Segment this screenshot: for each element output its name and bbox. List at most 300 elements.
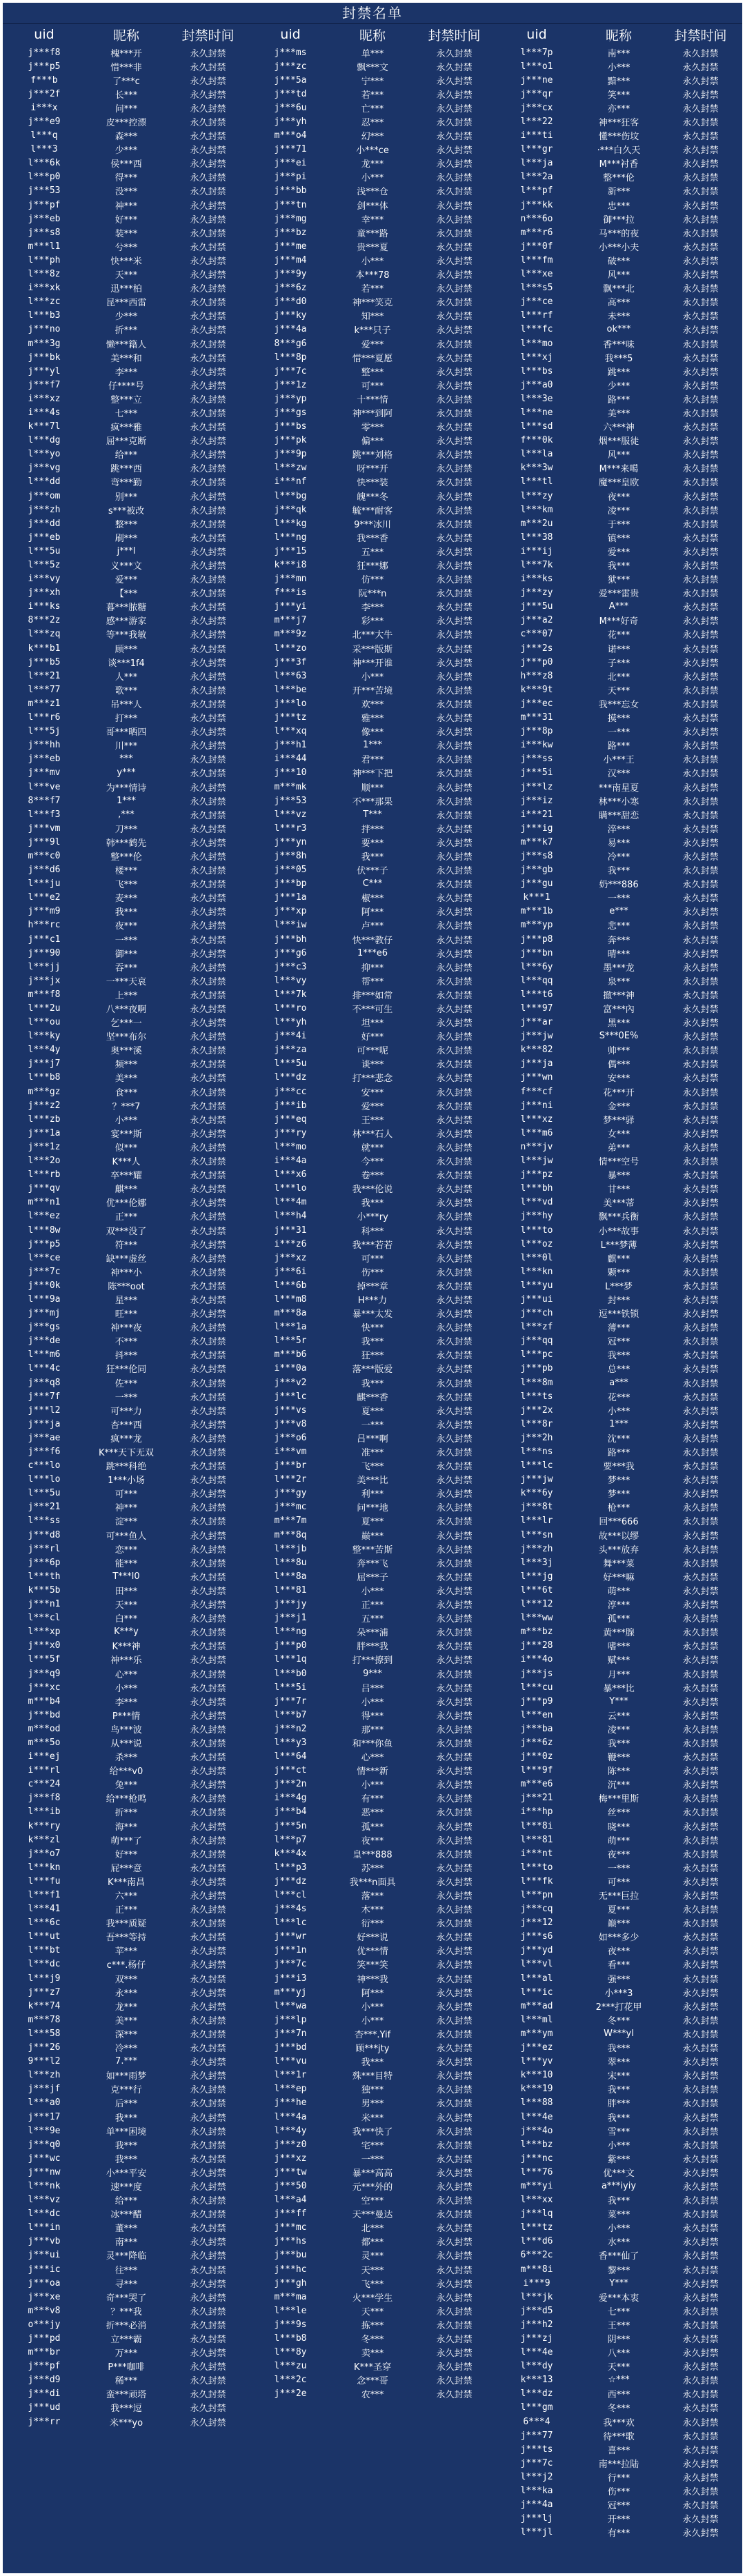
ban-time-cell: 永久封禁: [436, 1905, 473, 1916]
nickname-cell: 诺***: [607, 644, 630, 655]
table-row: [495, 1750, 742, 1764]
nickname-cell: 情***新: [357, 1767, 388, 1778]
ban-time-cell: 永久封禁: [682, 228, 719, 239]
nickname-cell: 开***苦境: [352, 685, 393, 696]
nickname-cell: 不***可生: [352, 1005, 393, 1016]
table-row: [3, 198, 249, 212]
uid-cell: j***de: [28, 1336, 61, 1347]
table-row: [495, 212, 742, 225]
nickname-cell: 整***: [361, 367, 384, 378]
ban-time-cell: 永久封禁: [682, 90, 719, 101]
ban-time-cell: 永久封禁: [436, 1018, 473, 1029]
ban-time-cell: 永久封禁: [190, 1171, 226, 1182]
ban-time-cell: 永久封禁: [436, 1586, 473, 1597]
table-row: [3, 2137, 249, 2151]
nickname-cell: 冷***: [607, 852, 630, 863]
table-row: [249, 1403, 495, 1417]
uid-cell: j***2f: [28, 88, 61, 99]
nickname-cell: 晓***: [607, 1822, 630, 1833]
table-row: [249, 1639, 495, 1653]
nickname-cell: 夜***: [607, 1849, 630, 1860]
uid-cell: j***ic: [28, 2264, 61, 2275]
uid-cell: j***pi: [274, 172, 307, 183]
nickname-cell: 准***: [361, 1448, 384, 1459]
nickname-cell: 伏***子: [357, 866, 388, 877]
ban-time-cell: 永久封禁: [436, 1558, 473, 1569]
ban-time-cell: 永久封禁: [682, 1753, 719, 1764]
ban-time-cell: 永久封禁: [190, 1309, 226, 1320]
table-row: [495, 1126, 742, 1140]
uid-cell: j***s8: [520, 850, 553, 861]
nickname-cell: 谈***: [361, 1060, 384, 1071]
uid-cell: l***2r: [274, 1474, 307, 1485]
nickname-cell: ？***我: [110, 2306, 142, 2317]
table-row: [3, 1168, 249, 1182]
table-row: [249, 1583, 495, 1597]
nickname-cell: 胖***我: [357, 1642, 388, 1653]
nickname-cell: 我***若若: [352, 1240, 393, 1251]
ban-time-cell: 永久封禁: [190, 1254, 226, 1265]
nickname-cell: 烟***服徒: [598, 436, 639, 447]
table-row: [495, 1265, 742, 1278]
nickname-cell: 杀***: [115, 1753, 138, 1764]
uid-cell: l***pf: [520, 185, 553, 197]
table-row: [249, 1819, 495, 1833]
uid-cell: j***xc: [28, 1682, 61, 1693]
table-row: [495, 669, 742, 683]
uid-cell: l***a0: [28, 2097, 61, 2109]
ban-time-cell: 永久封禁: [190, 1295, 226, 1306]
table-row: [249, 780, 495, 794]
ban-time-cell: 永久封禁: [190, 810, 226, 821]
ban-time-cell: 永久封禁: [190, 1614, 226, 1625]
nickname-cell: 元***外的: [352, 2182, 393, 2193]
ban-time-cell: 永久封禁: [682, 1586, 719, 1597]
uid-cell: c***07: [520, 629, 553, 640]
uid-cell: j***1a: [28, 1127, 61, 1138]
uid-cell: l***ka: [520, 2486, 553, 2497]
table-row: [3, 1403, 249, 1417]
uid-cell: j***ce: [520, 296, 553, 308]
ban-time-cell: 永久封禁: [682, 1101, 719, 1112]
table-row: [3, 1735, 249, 1749]
uid-cell: j***f8: [28, 47, 61, 58]
table-row: [249, 1445, 495, 1458]
ban-table-column: [249, 23, 495, 2401]
ban-time-cell: 永久封禁: [190, 423, 226, 434]
uid-cell: i***0a: [274, 1363, 307, 1374]
table-row: [3, 1196, 249, 1209]
nickname-cell: 上***: [115, 990, 138, 1001]
uid-cell: l***gm: [520, 2402, 553, 2413]
nickname-cell: 王***: [607, 2320, 630, 2331]
ban-time-cell: 永久封禁: [190, 2404, 226, 2415]
nickname-cell: 行***: [607, 2473, 630, 2484]
nickname-cell: 我***: [361, 2057, 384, 2069]
nickname-cell: 神***乐: [110, 1656, 142, 1667]
ban-time-cell: 永久封禁: [436, 547, 473, 558]
nickname-cell: K***南昌: [107, 1877, 146, 1888]
table-row: [249, 849, 495, 863]
nickname-cell: 神***开谁: [352, 658, 393, 669]
uid-cell: j***yh: [274, 117, 307, 128]
uid-cell: j***o6: [274, 1432, 307, 1443]
nickname-cell: 苏***: [361, 1863, 384, 1874]
uid-cell: l***xj: [520, 352, 553, 363]
nickname-cell: 快***: [361, 1323, 384, 1334]
table-row: [495, 1944, 742, 1958]
nickname-cell: 忍***: [361, 118, 384, 129]
nickname-cell: 我***: [115, 907, 138, 918]
nickname-cell: 小***: [361, 173, 384, 184]
table-row: [495, 1833, 742, 1847]
ban-time-cell: 永久封禁: [190, 2224, 226, 2235]
ban-time-cell: 永久封禁: [682, 2182, 719, 2193]
uid-cell: j***cx: [520, 102, 553, 113]
nickname-cell: 暮***脓糖: [106, 603, 147, 614]
uid-cell: m***5o: [28, 1737, 61, 1748]
uid-cell: h***rc: [28, 920, 61, 931]
nickname-cell: 蛮***顽塔: [106, 2390, 147, 2401]
table-row: [249, 655, 495, 669]
header-nickname: 昵称: [112, 28, 139, 43]
nickname-cell: 优***情: [357, 1946, 388, 1958]
nickname-cell: 一***: [115, 935, 138, 946]
nickname-cell: 排***如常: [352, 990, 393, 1001]
ban-time-cell: 永久封禁: [190, 339, 226, 350]
nickname-cell: 撤***神: [603, 990, 635, 1001]
ban-time-cell: 永久封禁: [436, 505, 473, 516]
ban-time-cell: 永久封禁: [682, 1877, 719, 1888]
table-row: [495, 2387, 742, 2401]
uid-cell: l***dc: [28, 2208, 61, 2220]
nickname-cell: 别***: [115, 492, 138, 503]
nickname-cell: 小***平安: [106, 2168, 147, 2179]
ban-time-cell: 永久封禁: [190, 2265, 226, 2276]
ban-time-cell: 永久封禁: [436, 1365, 473, 1376]
uid-cell: l***1q: [274, 1654, 307, 1665]
uid-cell: j***hc: [274, 2264, 307, 2275]
uid-cell: j***br: [274, 1460, 307, 1471]
uid-cell: j***wc: [28, 2153, 61, 2164]
uid-cell: l***2o: [28, 1156, 61, 1167]
table-row: [3, 683, 249, 696]
uid-cell: l***d6: [520, 2236, 553, 2247]
nickname-cell: 美***: [607, 408, 630, 419]
table-row: [249, 641, 495, 655]
ban-time-cell: 永久封禁: [190, 880, 226, 891]
table-row: [3, 2055, 249, 2069]
ban-time-cell: 永久封禁: [682, 685, 719, 696]
ban-time-cell: 永久封禁: [682, 76, 719, 87]
uid-cell: l***m8: [274, 1294, 307, 1305]
ban-time-cell: 永久封禁: [436, 1988, 473, 1999]
nickname-cell: 新***: [607, 187, 630, 198]
nickname-cell: 香***仙了: [598, 2251, 639, 2262]
ban-time-cell: 永久封禁: [682, 824, 719, 835]
table-row: [249, 1001, 495, 1015]
nickname-cell: 抖***: [115, 1351, 138, 1362]
uid-cell: j***71: [274, 144, 307, 155]
uid-cell: j***jf: [28, 2084, 61, 2095]
ban-time-cell: 永久封禁: [190, 1767, 226, 1778]
nickname-cell: 我***: [607, 561, 630, 572]
ban-time-cell: 永久封禁: [436, 353, 473, 364]
nickname-cell: 麦***: [115, 894, 138, 905]
ban-time-cell: 永久封禁: [436, 990, 473, 1001]
table-row: [495, 2069, 742, 2082]
ban-time-cell: 永久封禁: [190, 935, 226, 946]
table-row: [3, 669, 249, 683]
ban-time-cell: 永久封禁: [436, 824, 473, 835]
ban-time-cell: 永久封禁: [436, 1309, 473, 1320]
nickname-cell: 沈***: [607, 1433, 630, 1445]
ban-time-cell: 永久封禁: [682, 1143, 719, 1154]
table-row: [495, 1459, 742, 1473]
nickname-cell: 我***n面具: [349, 1877, 396, 1888]
table-row: [495, 2498, 742, 2512]
table-row: [495, 1445, 742, 1458]
table-row: [495, 184, 742, 198]
nickname-cell: 打***悲念: [352, 1074, 393, 1085]
table-row: [495, 1971, 742, 1985]
nickname-cell: 今***: [361, 1157, 384, 1168]
nickname-cell: 懒***籍人: [106, 339, 147, 350]
ban-time-cell: 永久封禁: [682, 2126, 719, 2137]
nickname-cell: 可***: [361, 381, 384, 392]
ban-time-cell: 永久封禁: [436, 2044, 473, 2055]
nickname-cell: 李***: [115, 367, 138, 378]
table-row: [3, 1154, 249, 1168]
table-row: [495, 268, 742, 281]
table-row: [495, 696, 742, 710]
table-row: [3, 2415, 249, 2428]
table-row: [495, 1362, 742, 1376]
table-row: [495, 309, 742, 323]
nickname-cell: 双***: [115, 1974, 138, 1985]
table-row: [249, 1487, 495, 1500]
uid-cell: l***fc: [520, 324, 553, 335]
ban-time-cell: 永久封禁: [682, 339, 719, 350]
table-row: [3, 2346, 249, 2359]
table-row: [249, 974, 495, 987]
ban-time-cell: 永久封禁: [190, 1143, 226, 1154]
table-row: [495, 364, 742, 378]
uid-cell: j***zh: [520, 1543, 553, 1554]
ban-time-cell: 永久封禁: [190, 436, 226, 447]
table-row: [3, 447, 249, 461]
table-row: [495, 447, 742, 461]
table-row: [249, 2082, 495, 2096]
table-row: [249, 516, 495, 530]
ban-time-cell: 永久封禁: [436, 2293, 473, 2304]
ban-list-panel: [3, 3, 742, 2573]
nickname-cell: 人***: [115, 672, 138, 683]
uid-cell: l***fk: [520, 1875, 553, 1886]
ban-time-cell: 永久封禁: [190, 907, 226, 918]
uid-cell: j***17: [28, 2111, 61, 2122]
uid-cell: l***5i: [274, 1682, 307, 1693]
table-row: [495, 1223, 742, 1237]
nickname-cell: 童***路: [357, 228, 388, 239]
uid-cell: m***yi: [520, 2180, 553, 2191]
nickname-cell: 可***力: [110, 1406, 142, 1417]
header-nickname: 昵称: [359, 28, 386, 43]
table-row: [495, 129, 742, 143]
ban-time-cell: 永久封禁: [436, 1351, 473, 1362]
table-row: [249, 447, 495, 461]
ban-time-cell: 永久封禁: [682, 2293, 719, 2304]
table-row: [495, 752, 742, 766]
table-row: [249, 212, 495, 225]
nickname-cell: 打***: [115, 714, 138, 725]
nickname-cell: 坦***: [361, 1018, 384, 1029]
ban-time-cell: 永久封禁: [682, 214, 719, 225]
nickname-cell: 龙***: [361, 159, 384, 170]
ban-time-cell: 永久封禁: [682, 1600, 719, 1611]
uid-cell: l***qq: [520, 975, 553, 986]
uid-cell: j***5u: [520, 601, 553, 612]
table-row: [3, 1680, 249, 1694]
table-row: [495, 378, 742, 392]
table-row: [249, 1985, 495, 1999]
table-row: [3, 1916, 249, 1930]
uid-cell: j***xp: [274, 906, 307, 917]
uid-cell: l***ep: [274, 2084, 307, 2095]
table-row: [3, 1237, 249, 1251]
nickname-cell: 米***: [361, 2113, 384, 2124]
ban-time-cell: 永久封禁: [682, 1794, 719, 1805]
nickname-cell: 田***: [115, 1586, 138, 1597]
table-row: [3, 1029, 249, 1043]
nickname-cell: 奔***飞: [357, 1558, 388, 1569]
uid-cell: l***nk: [28, 2180, 61, 2191]
uid-cell: l***ng: [274, 532, 307, 543]
uid-cell: k***74: [28, 2000, 61, 2011]
ban-time-cell: 永久封禁: [436, 1378, 473, 1389]
uid-cell: l***ez: [28, 1211, 61, 1222]
ban-time-cell: 永久封禁: [682, 1669, 719, 1680]
uid-cell: j***eb: [28, 532, 61, 543]
nickname-cell: 故***以缪: [598, 1531, 639, 1542]
ban-time-cell: 永久封禁: [682, 436, 719, 447]
nickname-cell: 我***: [115, 2154, 138, 2165]
table-row: [495, 1016, 742, 1029]
ban-time-cell: 永久封禁: [190, 1544, 226, 1556]
table-row: [3, 1487, 249, 1500]
uid-cell: k***1: [523, 892, 550, 903]
ban-time-cell: 永久封禁: [682, 145, 719, 157]
table-row: [249, 1043, 495, 1057]
ban-time-cell: 永久封禁: [682, 2515, 719, 2526]
ban-time-cell: 永久封禁: [436, 1780, 473, 1791]
table-row: [3, 2373, 249, 2387]
uid-cell: l***7k: [274, 989, 307, 1000]
table-row: [249, 627, 495, 641]
table-row: [495, 2262, 742, 2276]
nickname-cell: 如***雨梦: [106, 2071, 147, 2082]
ban-time-cell: 永久封禁: [682, 547, 719, 558]
nickname-cell: 我***质疑: [106, 1919, 147, 1930]
ban-time-cell: 永久封禁: [190, 242, 226, 253]
ban-time-cell: 永久封禁: [682, 2528, 719, 2539]
table-row: [249, 489, 495, 503]
ban-time-cell: 永久封禁: [436, 228, 473, 239]
table-row: [249, 1528, 495, 1542]
nickname-cell: 我***: [361, 1198, 384, 1209]
uid-cell: j***2x: [520, 1405, 553, 1416]
ban-time-cell: 永久封禁: [436, 1267, 473, 1278]
table-row: [495, 46, 742, 59]
uid-cell: m***yp: [520, 920, 553, 931]
table-row: [3, 725, 249, 738]
ban-time-cell: 永久封禁: [190, 1780, 226, 1791]
uid-cell: j***ff: [274, 2208, 307, 2220]
table-row: [249, 1625, 495, 1639]
nickname-cell: 乞***一: [110, 1018, 142, 1029]
table-row: [249, 405, 495, 419]
nickname-cell: 御***拉: [603, 214, 635, 225]
uid-cell: m***b4: [28, 1695, 61, 1707]
ban-time-cell: 永久封禁: [682, 2320, 719, 2331]
table-row: [3, 1694, 249, 1708]
nickname-cell: 富***內: [603, 1005, 635, 1016]
nickname-cell: 拌***: [361, 824, 384, 835]
uid-cell: j***7c: [274, 1959, 307, 1970]
table-row: [249, 2262, 495, 2276]
table-row: [495, 73, 742, 87]
table-row: [3, 1459, 249, 1473]
ban-time-cell: 永久封禁: [436, 1171, 473, 1182]
uid-cell: l***3e: [520, 393, 553, 404]
nickname-cell: 槐***开: [110, 48, 142, 59]
nickname-cell: 美***: [115, 2015, 138, 2026]
table-row: [3, 1764, 249, 1778]
table-row: [495, 711, 742, 725]
table-row: [3, 170, 249, 184]
table-row: [249, 461, 495, 475]
nickname-cell: 海***: [115, 1822, 138, 1833]
uid-cell: l***5r: [274, 1336, 307, 1347]
uid-cell: l***4e: [520, 2111, 553, 2122]
uid-cell: l***2c: [274, 2375, 307, 2386]
table-row: [249, 2026, 495, 2040]
table-row: [495, 1569, 742, 1583]
nickname-cell: 安***: [361, 1087, 384, 1098]
table-row: [3, 1611, 249, 1625]
table-row: [3, 461, 249, 475]
table-row: [3, 794, 249, 807]
ban-time-cell: 永久封禁: [436, 852, 473, 863]
uid-cell: m***3g: [28, 338, 61, 349]
nickname-cell: 易***: [607, 838, 630, 849]
uid-cell: j***wn: [520, 1072, 553, 1083]
table-row: [495, 475, 742, 489]
uid-cell: h***z8: [520, 670, 553, 681]
ban-time-cell: 永久封禁: [682, 1351, 719, 1362]
nickname-cell: 吞***: [115, 963, 138, 974]
nickname-cell: 天***: [361, 2306, 384, 2317]
ban-time-cell: 永久封禁: [682, 714, 719, 725]
ban-time-cell: 永久封禁: [682, 103, 719, 114]
table-row: [495, 253, 742, 267]
ban-time-cell: 永久封禁: [682, 1808, 719, 1819]
table-row: [3, 1944, 249, 1958]
table-row: [3, 711, 249, 725]
table-row: [495, 1237, 742, 1251]
table-row: [495, 641, 742, 655]
uid-cell: j***jw: [520, 1031, 553, 1042]
